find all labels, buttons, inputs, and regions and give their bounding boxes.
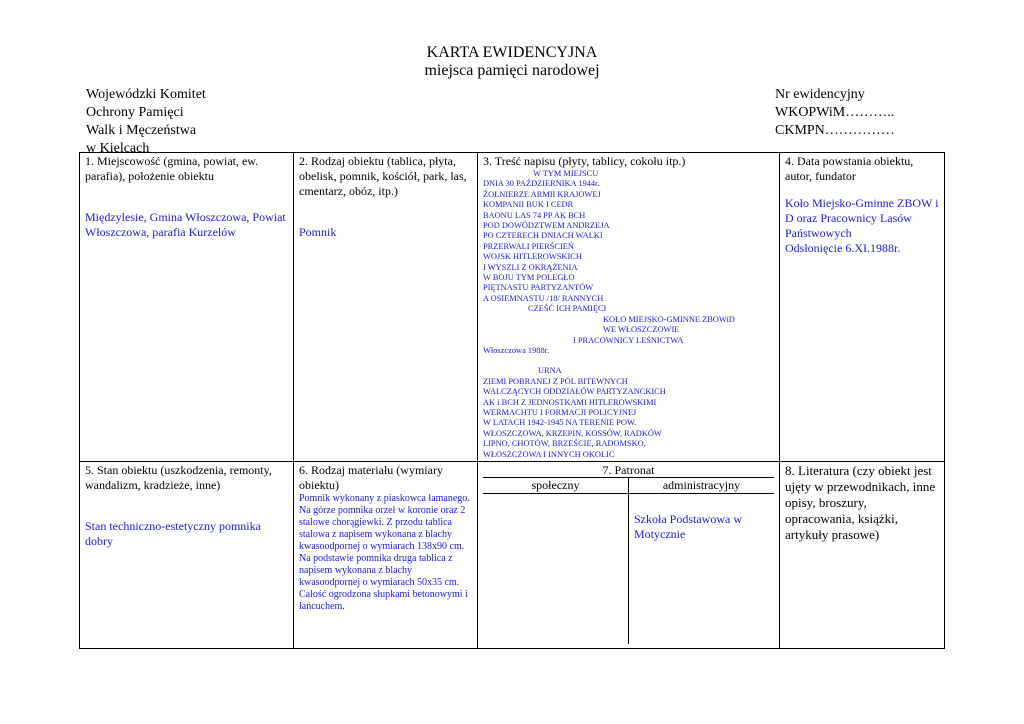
registry-block: [775, 86, 895, 140]
inscription-line: BAONU LAS 74 PP AK BCH: [483, 210, 586, 220]
inscription-line: LIPNO, CHOTÓW, BRZEŚCIE, RADOMSKO,: [483, 439, 646, 449]
inscription-line: I PRACOWNICY LEŚNICTWA: [573, 335, 684, 345]
location-value: Międzylesie, Gmina Włoszczowa, Powiat Włoszczowa, parafia Kurzelów: [85, 210, 286, 239]
committee-line: w Kielcach: [86, 141, 150, 156]
condition-cell: [80, 461, 294, 648]
material-cell: [294, 461, 478, 648]
inscription-line: CZEŚĆ ICH PAMIĘCI: [528, 304, 607, 314]
material-label: 6. Rodzaj materiału (wymiary obiektu): [299, 462, 443, 492]
patronage-social-header: społeczny: [483, 478, 629, 493]
inscription-text: [483, 169, 774, 460]
object-type-cell: [294, 153, 478, 462]
patronage-admin-header: administracyjny: [662, 477, 741, 492]
inscription-line: W BOJU TYM POLEGŁO: [483, 273, 575, 283]
patronage-cell: [478, 461, 780, 648]
patronage-columns: [483, 478, 774, 494]
inscription-line: WALCZĄCYCH ODDZIAŁÓW PARTYZANCKICH: [483, 387, 666, 397]
registry-line: WKOPWiM………..: [775, 105, 895, 120]
committee-block: [86, 86, 206, 158]
condition-value: Stan techniczno-estetyczny pomnika dobry: [85, 518, 261, 548]
inscription-line: W LATACH 1942-1945 NA TERENIE POW.: [483, 418, 637, 428]
committee-line: Ochrony Pamięci: [86, 105, 184, 120]
inscription-line: KOMPANII BUK I CEDR: [483, 200, 574, 210]
inscription-line: ŻOŁNIERZE ARMII KRAJOWEJ: [483, 189, 601, 199]
inscription-line: Włoszczowa 1988r.: [483, 345, 550, 355]
condition-label: 5. Stan obiektu (uszkodzenia, remonty, wandalizm, kradzieże, inne): [85, 462, 272, 492]
inscription-line: A OSIEMNASTU /18/ RANNYCH: [483, 293, 604, 303]
location-cell: [80, 153, 294, 462]
inscription-label: 3. Treść napisu (płyty, tablicy, cokołu itp.): [483, 154, 686, 168]
inscription-line: WERMACHTU I FORMACJI POLICYJNEJ: [483, 407, 637, 417]
card-subtitle: miejsca pamięci narodowej: [424, 62, 600, 79]
registry-line: CKMPN……………: [775, 123, 895, 138]
inscription-line: DNIA 30 PAŹDZIERNIKA 1944r.: [483, 179, 600, 189]
card-title: KARTA EWIDENCYJNA: [426, 44, 598, 61]
inscription-line: ZIEMI POBRANEJ Z PÓL BITEWNYCH: [483, 376, 628, 386]
inscription-line: WE WŁOSZCZOWIE: [603, 325, 680, 335]
date-author-value: Koło Miejsko-Gminne ZBOW i D oraz Pracownicy Lasów Państwowych: [785, 196, 939, 240]
inscription-line: PO CZTERECH DNIACH WALKI: [483, 231, 603, 241]
inscription-line: W TYM MIEJSCU: [533, 169, 599, 178]
object-type-value: Pomnik: [299, 225, 337, 239]
object-type-label: 2. Rodzaj obiektu (tablica, płyta, obelisk, pomnik, kościół, park, las, cmentarz, obóz, itp.): [299, 154, 467, 198]
inscription-line: POD DOWÓDZTWEM ANDRZEJA: [483, 221, 610, 231]
inscription-line: WOJSK HITLEROWSKICH: [483, 252, 582, 262]
date-author-label: 4. Data powstania obiektu, autor, fundator: [785, 154, 914, 183]
inscription-line: KOŁO MIEJSKO-GMINNE ZBOWiD: [603, 314, 735, 324]
registry-line: Nr ewidencyjny: [775, 87, 865, 102]
inscription-line: PIĘTNASTU PARTYZANTÓW: [483, 283, 594, 293]
inscription-line: WŁOSZCZOWA, KRZEPIN, KOSSÓW, RADKÓW: [483, 428, 662, 438]
patronage-admin-value: Szkoła Podstawowa w Motycznie: [634, 511, 742, 541]
record-table: [79, 152, 945, 649]
committee-line: Walk i Męczeństwa: [86, 123, 197, 138]
patronage-social-value: [483, 494, 629, 644]
inscription-cell: [478, 153, 780, 462]
literature-label: 8. Literatura (czy obiekt jest ujęty w przewodnikach, inne opisy, broszury, opracowania, książki, artykuły prasowe): [785, 462, 936, 542]
inscription-line: PRZERWALI PIERŚCIEŃ: [483, 241, 574, 251]
date-author-cell: [780, 153, 945, 462]
inscription-line: WŁOSZCZOWA I INNYCH OKOLIC: [483, 449, 615, 459]
inscription-line: I WYSZLI Z OKRĄŻENIA: [483, 262, 578, 272]
literature-cell: [780, 461, 945, 648]
committee-line: Wojewódzki Komitet: [86, 87, 206, 102]
inscription-line: AK i BCH Z JEDNOSTKAMI HITLEROWSKIMI: [483, 397, 657, 407]
material-value: Pomnik wykonany z piaskowca łamanego. Na górze pomnika orzeł w koronie oraz 2 stalowe chorągiewki. Z przodu tablica stalowa z napisem wykonana z blachy kwasoodpornej o wymiarach 138x90 cm. Na podstawie pomnika druga tablica z napisem wykonana z blachy kwasoodpornej o wymiarach 50x35 cm. Całość ogrodzona słupkami betonowymi i łańcuchem.: [299, 492, 470, 612]
patronage-label: 7. Patronat: [483, 463, 774, 478]
unveiling-date: Odsłonięcie 6.XI.1988r.: [785, 241, 901, 255]
location-label: 1. Miejscowość (gmina, powiat, ew. parafia), położenie obiektu: [85, 154, 259, 183]
inscription-line: URNA: [538, 366, 562, 376]
patronage-body: [483, 494, 774, 644]
